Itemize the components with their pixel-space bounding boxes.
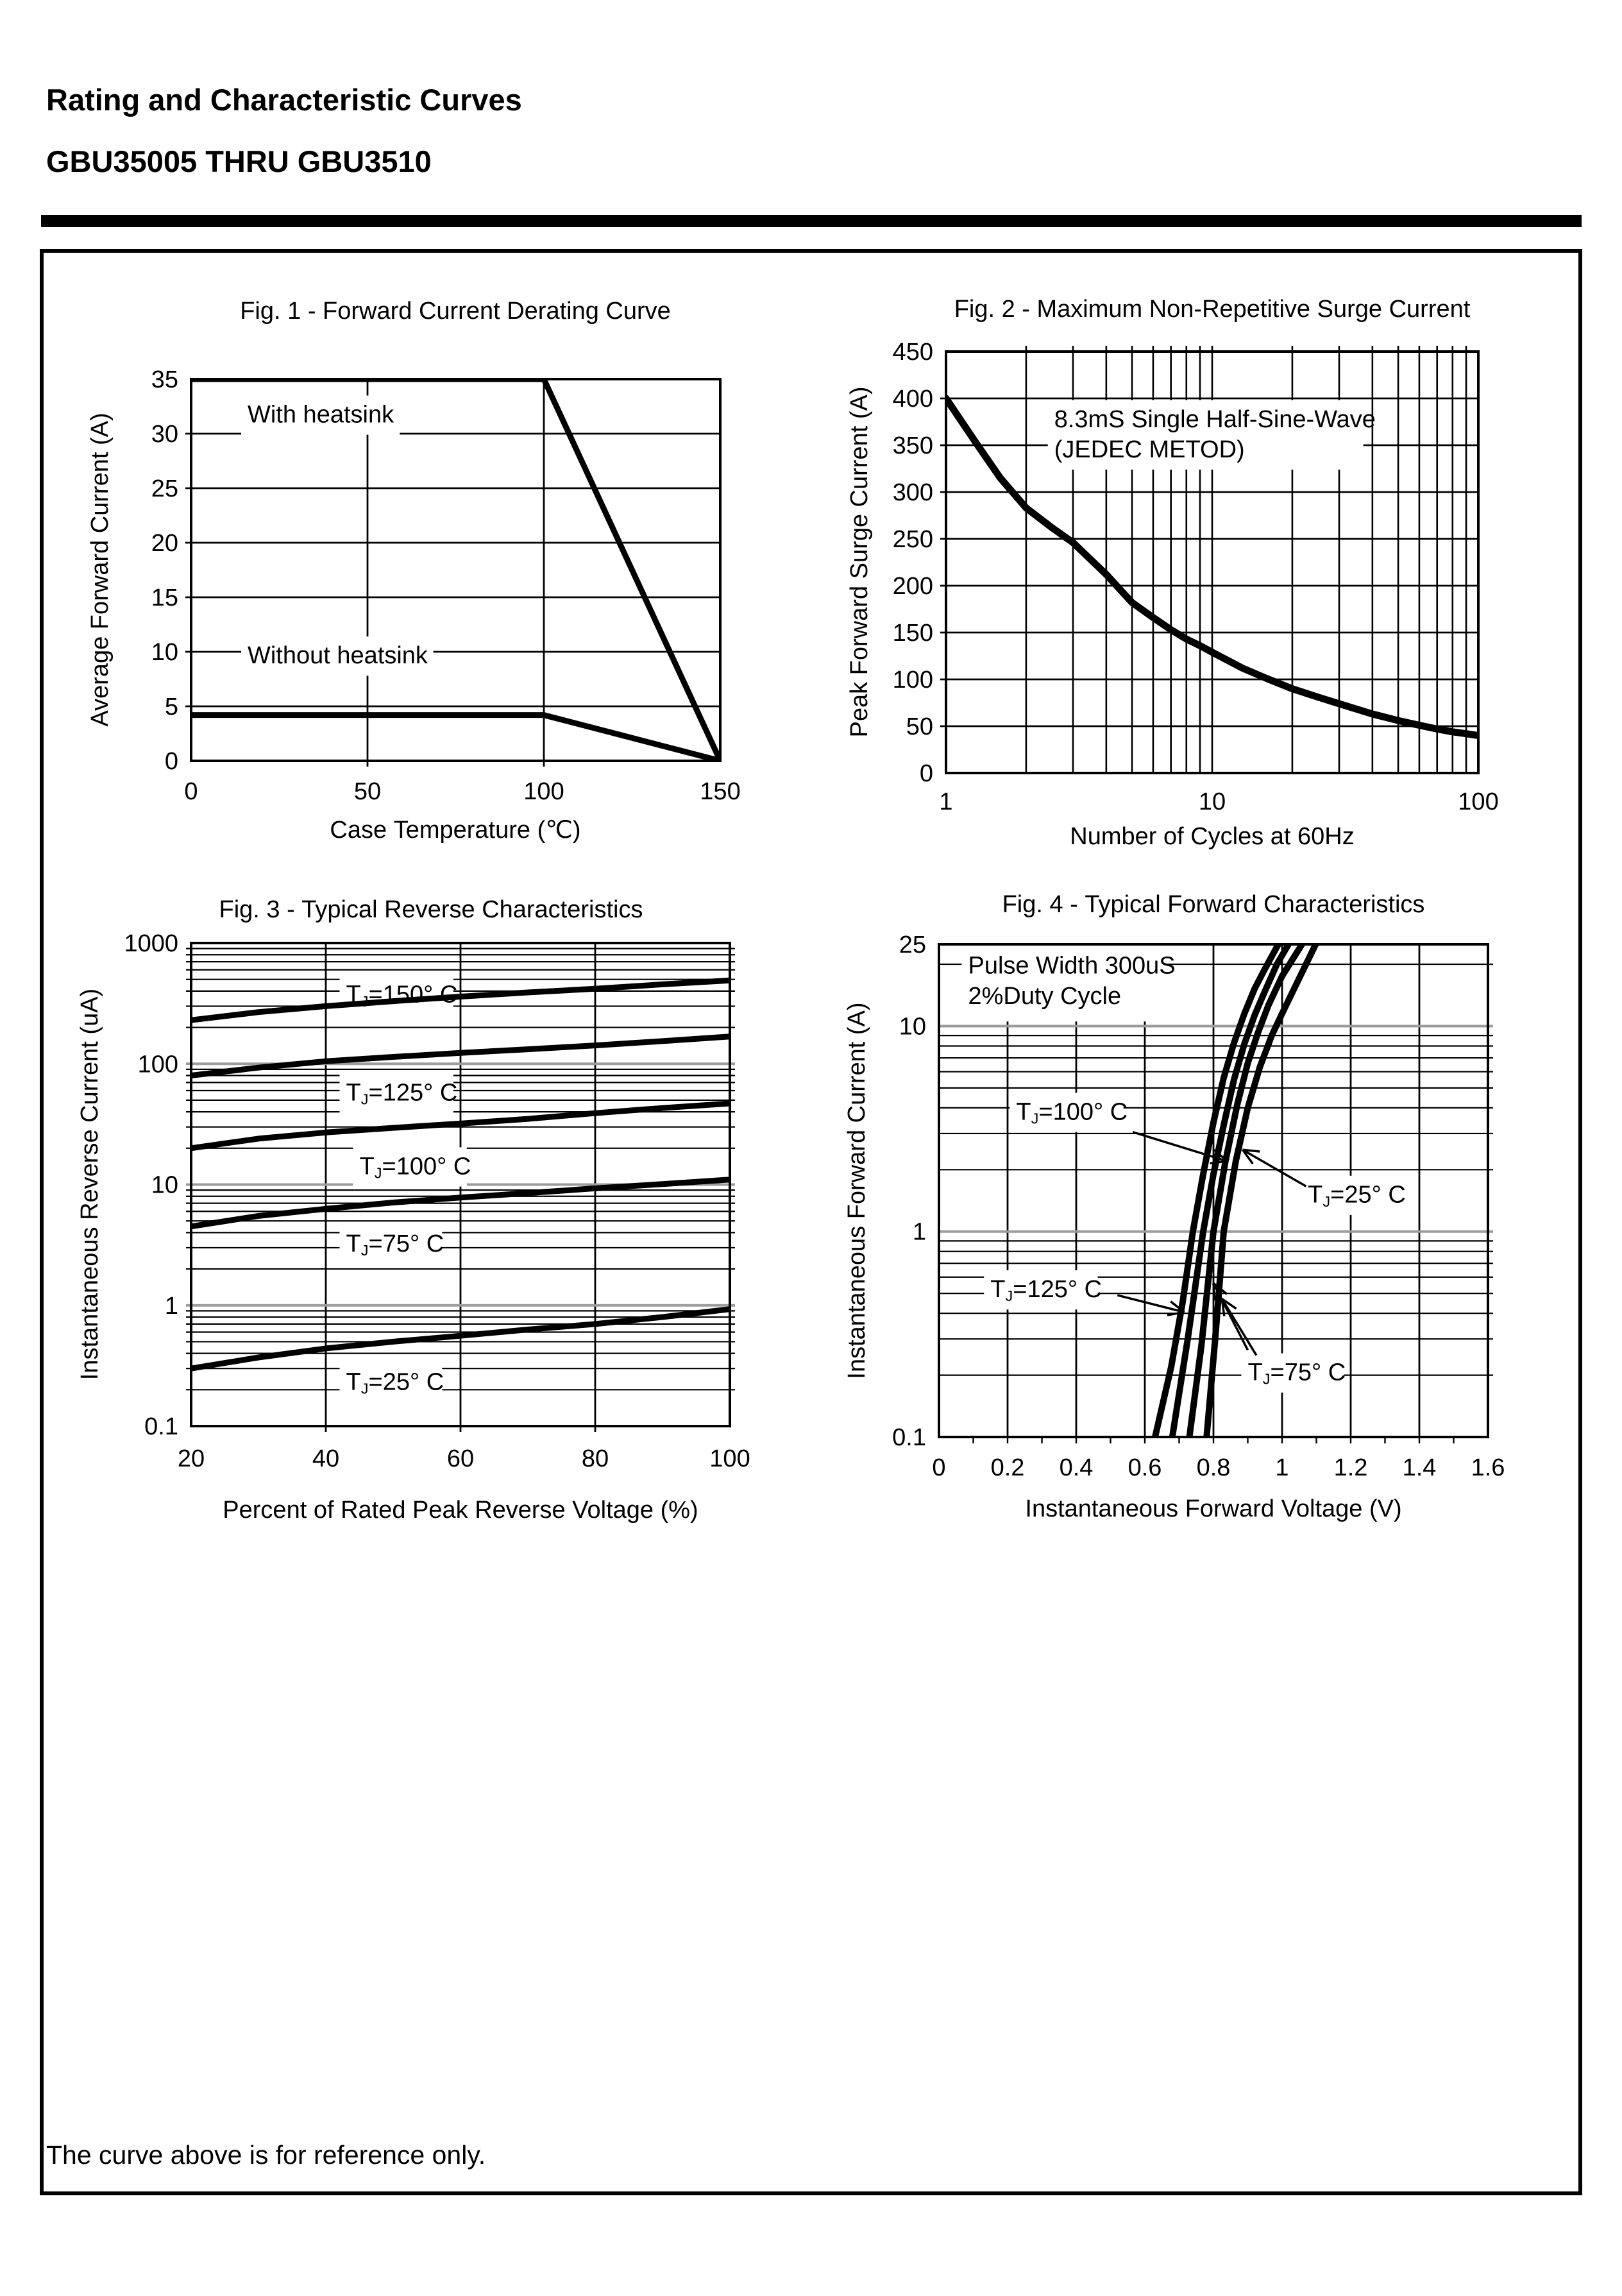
curve-label: TJ=100° C bbox=[1016, 1098, 1128, 1127]
figure-title: Fig. 2 - Maximum Non-Repetitive Surge Current bbox=[954, 296, 1471, 323]
x-tick-label: 100 bbox=[709, 1445, 750, 1472]
curve-label: TJ=25° C bbox=[346, 1368, 444, 1397]
x-tick-label: 0.2 bbox=[990, 1454, 1025, 1481]
curve-label: Pulse Width 300uS bbox=[968, 952, 1176, 980]
y-axis-title: Average Forward Current (A) bbox=[87, 412, 114, 727]
y-tick-label: 15 bbox=[151, 584, 178, 611]
y-tick-label: 200 bbox=[892, 573, 933, 600]
y-tick-label: 0 bbox=[164, 748, 178, 775]
y-tick-label: 1 bbox=[164, 1292, 178, 1320]
y-tick-label: 0 bbox=[919, 760, 933, 787]
x-tick-label: 1.2 bbox=[1333, 1454, 1368, 1481]
x-tick-label: 10 bbox=[1198, 788, 1226, 815]
y-tick-label: 1000 bbox=[124, 930, 178, 957]
figure-title: Fig. 3 - Typical Reverse Characteristics bbox=[219, 896, 643, 923]
y-tick-label: 0.1 bbox=[144, 1413, 178, 1440]
x-axis-title: Percent of Rated Peak Reverse Voltage (%) bbox=[223, 1497, 698, 1524]
x-tick-label: 100 bbox=[523, 778, 564, 805]
x-axis-title: Number of Cycles at 60Hz bbox=[1070, 823, 1355, 850]
fig4 bbox=[843, 891, 1505, 1522]
figure-title: Fig. 1 - Forward Current Derating Curve bbox=[240, 298, 671, 325]
y-tick-label: 0.1 bbox=[892, 1424, 926, 1451]
y-tick-label: 450 bbox=[892, 339, 933, 366]
curve-label: 2%Duty Cycle bbox=[968, 982, 1122, 1010]
y-tick-label: 400 bbox=[892, 386, 933, 412]
x-tick-label: 0.6 bbox=[1128, 1454, 1162, 1481]
y-tick-label: 250 bbox=[892, 526, 933, 553]
x-tick-label: 1.6 bbox=[1471, 1454, 1505, 1481]
y-tick-label: 30 bbox=[151, 421, 178, 448]
y-tick-label: 100 bbox=[892, 667, 933, 693]
plot-frame bbox=[191, 379, 720, 761]
y-axis-title: Instantaneous Reverse Current (uA) bbox=[76, 988, 103, 1381]
y-tick-label: 300 bbox=[892, 479, 933, 506]
y-tick-label: 350 bbox=[892, 432, 933, 459]
fig2 bbox=[846, 296, 1499, 850]
curve-label: TJ=75° C bbox=[1247, 1359, 1346, 1388]
x-tick-label: 60 bbox=[446, 1445, 475, 1472]
curve-label: TJ=25° C bbox=[1308, 1181, 1406, 1210]
x-tick-label: 0.4 bbox=[1059, 1454, 1094, 1481]
y-tick-label: 35 bbox=[151, 366, 178, 393]
x-tick-label: 100 bbox=[1458, 788, 1499, 815]
fig3 bbox=[76, 896, 750, 1524]
curve-label: (JEDEC METOD) bbox=[1054, 436, 1245, 463]
x-tick-label: 40 bbox=[312, 1445, 340, 1472]
y-tick-label: 10 bbox=[151, 639, 178, 666]
curve-label: TJ=100° C bbox=[359, 1153, 471, 1182]
curve-with-heatsink bbox=[191, 379, 720, 761]
curve-label: TJ=125° C bbox=[346, 1079, 458, 1108]
callout-arrow bbox=[1242, 1150, 1306, 1186]
y-tick-label: 1 bbox=[912, 1218, 926, 1246]
part-number-range: GBU35005 THRU GBU3510 bbox=[46, 144, 432, 178]
curve-label: TJ=75° C bbox=[346, 1230, 444, 1259]
callout-arrow bbox=[1222, 1299, 1256, 1356]
y-tick-label: 150 bbox=[892, 620, 933, 647]
y-axis-title: Peak Forward Surge Current (A) bbox=[846, 386, 873, 738]
y-tick-label: 5 bbox=[164, 693, 178, 720]
x-tick-label: 20 bbox=[177, 1445, 205, 1472]
fig1 bbox=[87, 298, 741, 844]
x-tick-label: 50 bbox=[353, 778, 382, 805]
x-tick-label: 1 bbox=[1275, 1454, 1289, 1481]
x-tick-label: 150 bbox=[700, 778, 741, 805]
x-tick-label: 1 bbox=[939, 788, 953, 815]
y-tick-label: 50 bbox=[906, 713, 933, 740]
y-tick-label: 25 bbox=[151, 475, 178, 502]
curve-label: Without heatsink bbox=[248, 642, 428, 670]
y-tick-label: 10 bbox=[899, 1013, 926, 1041]
x-axis-title: Instantaneous Forward Voltage (V) bbox=[1025, 1495, 1402, 1522]
figure-title: Fig. 4 - Typical Forward Characteristics bbox=[1002, 891, 1425, 918]
x-tick-label: 0 bbox=[184, 778, 198, 805]
x-tick-label: 1.4 bbox=[1402, 1454, 1437, 1481]
page-title: Rating and Characteristic Curves bbox=[46, 83, 522, 117]
y-axis-title: Instantaneous Forward Current (A) bbox=[843, 1002, 870, 1379]
curve-label: TJ=150° C bbox=[346, 981, 458, 1010]
y-tick-label: 20 bbox=[151, 530, 178, 557]
y-tick-label: 100 bbox=[137, 1051, 178, 1078]
curve-label: 8.3mS Single Half-Sine-Wave bbox=[1054, 405, 1376, 433]
curve-label: With heatsink bbox=[248, 401, 394, 429]
x-tick-label: 0.8 bbox=[1196, 1454, 1231, 1481]
x-axis-title: Case Temperature (℃) bbox=[330, 817, 581, 844]
x-tick-label: 80 bbox=[581, 1445, 609, 1472]
arrowhead bbox=[1213, 1283, 1214, 1300]
curve-without-heatsink bbox=[191, 715, 720, 761]
x-tick-label: 0 bbox=[932, 1454, 946, 1481]
curve-label: TJ=125° C bbox=[990, 1276, 1102, 1305]
y-tick-label: 25 bbox=[899, 931, 926, 958]
y-tick-label: 10 bbox=[151, 1171, 178, 1199]
footer-note: The curve above is for reference only. bbox=[46, 2140, 486, 2170]
